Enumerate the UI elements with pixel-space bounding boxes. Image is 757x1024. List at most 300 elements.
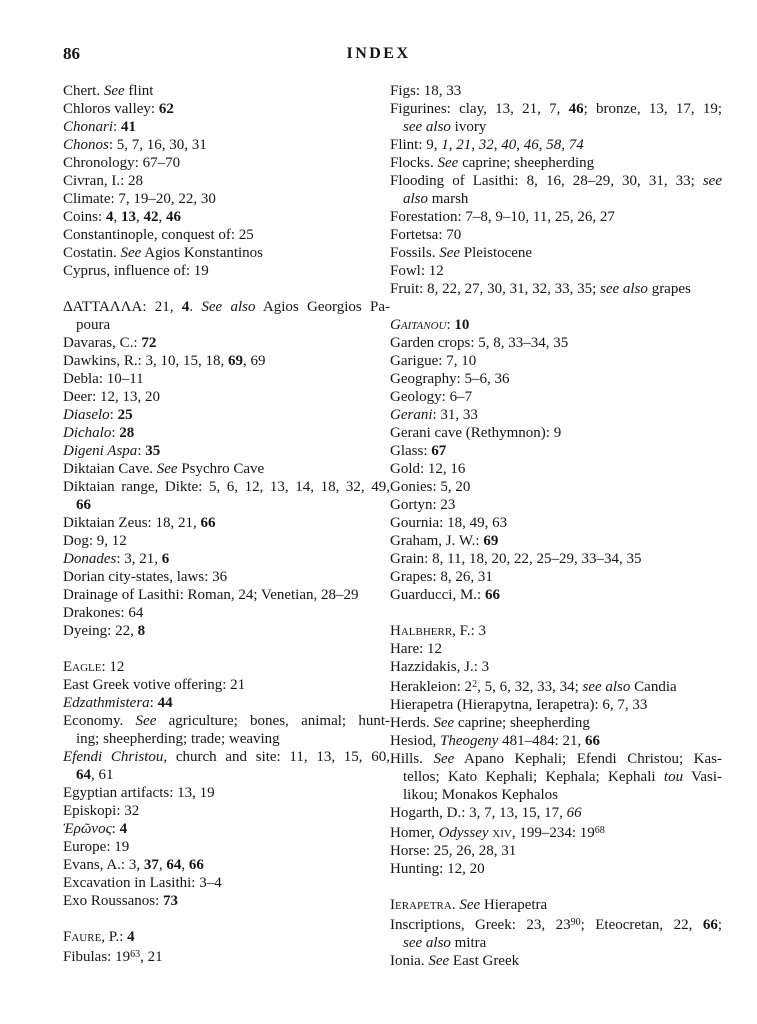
index-entry-line	[63, 838, 390, 856]
text-segment: ;	[717, 917, 723, 933]
index-entry	[390, 640, 722, 658]
text-segment: Garigue: 7, 10	[390, 353, 477, 369]
index-entry	[63, 370, 390, 388]
text-segment: Homer,	[390, 825, 439, 841]
text-segment: Efendi Christou	[63, 749, 164, 765]
text-segment: :	[149, 695, 158, 711]
index-entry-line	[63, 100, 390, 118]
index-entry-line	[390, 262, 722, 280]
index-entry-line	[390, 914, 722, 934]
text-segment: ,	[538, 137, 547, 153]
text-segment: Gaitanou	[390, 317, 447, 333]
index-entry-line	[390, 280, 722, 298]
text-segment: ,	[493, 137, 502, 153]
index-column-left	[63, 82, 390, 970]
index-entry-line	[390, 172, 722, 190]
text-segment: Climate: 7, 19–20, 22, 30	[63, 191, 216, 207]
text-segment: Deer: 12, 13, 20	[63, 389, 161, 405]
text-segment: Gortyn: 23	[390, 497, 456, 513]
text-segment: 44	[157, 695, 173, 711]
text-segment: Costatin.	[63, 245, 121, 261]
text-segment: Diktaian range, Dikte: 5, 6, 12, 13, 14, 18, 32, 49,	[63, 479, 390, 495]
text-segment: 90	[570, 917, 581, 928]
text-segment: Hazzidakis, J.: 3	[390, 659, 490, 675]
index-entry-line	[390, 952, 722, 970]
text-segment: Figurines: clay, 13, 21, 7,	[390, 101, 569, 117]
text-segment: Cyprus, influence of: 19	[63, 263, 209, 279]
index-entry	[390, 208, 722, 226]
text-segment: ; bronze, 13, 17, 19;	[583, 101, 722, 117]
index-entry	[63, 568, 390, 586]
index-entry-line	[390, 136, 722, 154]
text-segment: ,	[113, 209, 121, 225]
index-entry-line	[390, 860, 722, 878]
index-entry-line	[390, 244, 722, 262]
text-segment: Ionia.	[390, 953, 429, 969]
text-segment: 35	[145, 443, 161, 459]
index-entry	[390, 496, 722, 514]
index-entry	[390, 622, 722, 640]
index-entry-line	[63, 712, 390, 730]
text-segment: ,	[448, 137, 457, 153]
text-segment: Geography: 5–6, 36	[390, 371, 510, 387]
index-entry	[390, 316, 722, 334]
text-segment: See	[156, 461, 178, 477]
index-entry	[63, 208, 390, 226]
index-entry	[63, 550, 390, 568]
index-entry	[63, 478, 390, 514]
index-entry-line	[63, 442, 390, 460]
index-entry-line	[63, 676, 390, 694]
text-segment: Davaras, C.:	[63, 335, 142, 351]
text-segment: Civran, I.: 28	[63, 173, 143, 189]
index-entry	[63, 712, 390, 748]
text-segment: See	[135, 713, 157, 729]
index-entry	[390, 568, 722, 586]
text-segment: Chonari	[63, 119, 114, 135]
text-segment: Grapes: 8, 26, 31	[390, 569, 493, 585]
index-entry	[63, 352, 390, 370]
index-entry	[63, 424, 390, 442]
text-segment: Gerani cave (Rethymnon): 9	[390, 425, 562, 441]
text-segment: Hesiod,	[390, 733, 440, 749]
index-entry-line	[390, 442, 722, 460]
text-segment: .	[451, 897, 460, 913]
index-entry-line	[63, 334, 390, 352]
index-entry-line	[390, 676, 722, 696]
text-segment: :	[446, 317, 455, 333]
text-segment: Hare: 12	[390, 641, 443, 657]
text-segment: tou	[663, 769, 684, 785]
text-segment: Episkopi: 32	[63, 803, 140, 819]
text-segment: See	[428, 953, 450, 969]
text-segment: Coins:	[63, 209, 106, 225]
text-segment: Constantinople, conquest of: 25	[63, 227, 254, 243]
index-entry-line	[390, 732, 722, 750]
index-entry-line	[63, 604, 390, 622]
text-segment: Gold: 12, 16	[390, 461, 466, 477]
text-segment: ivory	[450, 119, 487, 135]
index-entry-line	[390, 714, 722, 732]
index-entry-line	[390, 334, 722, 352]
text-segment: ,	[471, 137, 479, 153]
index-entry-line	[390, 550, 722, 568]
index-entry-line	[390, 750, 722, 768]
index-entry	[63, 406, 390, 424]
text-segment: See	[433, 751, 455, 767]
text-segment: Horse: 25, 26, 28, 31	[390, 843, 517, 859]
index-entry	[390, 804, 722, 822]
text-segment: 72	[141, 335, 157, 351]
text-segment: Forestation: 7–8, 9–10, 11, 25, 26, 27	[390, 209, 615, 225]
index-entry	[390, 842, 722, 860]
index-entry-line	[63, 496, 390, 514]
text-segment: 2	[472, 679, 478, 690]
index-entry	[63, 154, 390, 172]
text-segment: 481–484: 21,	[498, 733, 585, 749]
text-segment: Halbherr	[390, 623, 453, 639]
index-entry-line	[63, 550, 390, 568]
text-segment: Faure	[63, 929, 102, 945]
text-segment: 40	[501, 137, 517, 153]
text-segment: 25	[117, 407, 133, 423]
text-segment: Hierapetra (Hierapytna, Ierapetra): 6, 7, 33	[390, 697, 648, 713]
index-entry-line	[63, 820, 390, 838]
text-segment: Drainage of Lasithi: Roman, 24; Venetian, 28–29	[63, 587, 359, 603]
text-segment: Fibulas: 19	[63, 949, 131, 965]
text-segment: ,	[516, 137, 524, 153]
text-segment: ,	[561, 137, 569, 153]
text-segment: See also	[201, 299, 256, 315]
text-segment: ing; sheepherding; trade; weaving	[76, 731, 280, 747]
index-entry	[63, 820, 390, 838]
text-segment: Flocks.	[390, 155, 438, 171]
text-segment: 46	[568, 101, 584, 117]
index-entry-line	[390, 896, 722, 914]
text-segment: Agios Georgios Pa-	[255, 299, 391, 315]
text-segment: Exo Roussanos:	[63, 893, 164, 909]
text-segment: Odyssey	[438, 825, 489, 841]
index-entry-line	[63, 388, 390, 406]
text-segment: likou; Monakos Kephalos	[403, 787, 558, 803]
text-segment: ,	[158, 857, 167, 873]
text-segment: Eagle	[63, 659, 102, 675]
index-entry-line	[390, 190, 722, 208]
index-entry	[390, 172, 722, 208]
index-entry	[390, 658, 722, 676]
index-column-right	[390, 82, 722, 970]
index-entry-line	[63, 478, 390, 496]
index-entry-line	[63, 784, 390, 802]
text-segment: : 12	[101, 659, 125, 675]
text-segment: Fortetsa: 70	[390, 227, 462, 243]
text-segment: :	[109, 407, 118, 423]
text-segment: 46	[165, 209, 181, 225]
index-entry	[63, 172, 390, 190]
index-entry	[390, 388, 722, 406]
index-entry-line	[63, 928, 390, 946]
text-segment: Herds.	[390, 715, 434, 731]
index-entry	[63, 118, 390, 136]
index-entry-line	[63, 136, 390, 154]
text-segment: 28	[119, 425, 135, 441]
text-segment: Fruit: 8, 22, 27, 30, 31, 32, 33, 35;	[390, 281, 601, 297]
text-segment: Grain: 8, 11, 18, 20, 22, 25–29, 33–34, 35	[390, 551, 642, 567]
text-segment: :	[137, 443, 146, 459]
index-entry-line	[63, 946, 390, 966]
index-entry-line	[63, 406, 390, 424]
text-segment: 69	[483, 533, 499, 549]
text-segment: Diktaian Cave.	[63, 461, 157, 477]
text-segment: Dorian city-states, laws: 36	[63, 569, 228, 585]
index-entry	[63, 892, 390, 910]
text-segment: Chert.	[63, 83, 104, 99]
text-segment: , 21	[140, 949, 163, 965]
index-entry-line	[390, 586, 722, 604]
text-segment: Drakones: 64	[63, 605, 144, 621]
text-segment: , F.: 3	[452, 623, 486, 639]
index-entry	[390, 226, 722, 244]
text-segment: East Greek	[449, 953, 520, 969]
text-segment: Gournia: 18, 49, 63	[390, 515, 508, 531]
index-entry-line	[390, 786, 722, 804]
text-segment: Edzathmistera	[63, 695, 150, 711]
index-entry-line	[63, 766, 390, 784]
text-segment: 41	[120, 119, 136, 135]
text-segment: 4	[119, 821, 128, 837]
index-entry-line	[390, 842, 722, 860]
text-segment: Inscriptions, Greek: 23, 23	[390, 917, 571, 933]
index-entry-line	[63, 586, 390, 604]
index-entry	[390, 244, 722, 262]
text-segment: 37	[143, 857, 159, 873]
index-entry-line	[63, 892, 390, 910]
text-segment: See	[437, 155, 459, 171]
index-entry	[63, 190, 390, 208]
text-segment: 69	[228, 353, 243, 369]
index-entry	[390, 860, 722, 878]
index-entry	[63, 946, 390, 966]
text-segment: 68	[594, 825, 605, 836]
text-segment: 10	[454, 317, 470, 333]
index-entry-line	[390, 804, 722, 822]
text-segment: Pleistocene	[460, 245, 533, 261]
index-entry	[390, 478, 722, 496]
index-entry	[390, 532, 722, 550]
page-title: INDEX	[346, 45, 411, 62]
text-segment: Hierapetra	[480, 897, 548, 913]
text-segment: , P.:	[101, 929, 128, 945]
index-entry	[390, 136, 722, 154]
text-segment: Candia	[630, 679, 677, 695]
text-segment: :	[111, 821, 120, 837]
index-entry	[63, 748, 390, 784]
index-entry	[390, 442, 722, 460]
text-segment: 66	[566, 805, 582, 821]
text-segment: 42	[143, 209, 159, 225]
text-segment: 4	[181, 299, 190, 315]
index-entry	[63, 856, 390, 874]
text-segment: East Greek votive offering: 21	[63, 677, 246, 693]
text-segment: Vasi-	[683, 769, 722, 785]
index-entry-line	[63, 424, 390, 442]
text-segment: , 69	[243, 353, 266, 369]
text-segment: xiv	[492, 825, 512, 841]
text-segment: Figs: 18, 33	[390, 83, 462, 99]
text-segment: 64	[166, 857, 182, 873]
text-segment: 64	[76, 767, 91, 783]
index-entry	[63, 388, 390, 406]
index-entry-line	[390, 118, 722, 136]
text-segment: ,	[135, 209, 144, 225]
index-entry	[390, 586, 722, 604]
text-segment: 4	[127, 929, 135, 945]
index-entry	[63, 838, 390, 856]
index-entry	[390, 460, 722, 478]
index-entry-line	[390, 370, 722, 388]
index-entry	[63, 694, 390, 712]
index-entry	[390, 750, 722, 804]
index-entry-line	[63, 154, 390, 172]
text-segment: 74	[568, 137, 584, 153]
text-segment: also	[403, 191, 429, 207]
index-entry	[390, 280, 722, 298]
text-segment: Apano Kephali; Efendi Christou; Kas-	[454, 751, 722, 767]
text-segment: Digeni Aspa	[63, 443, 138, 459]
text-segment: 13	[120, 209, 136, 225]
text-segment: See	[120, 245, 142, 261]
text-segment: 46	[523, 137, 539, 153]
text-segment: Chloros valley:	[63, 101, 159, 117]
text-segment: .	[189, 299, 202, 315]
index-entry	[390, 732, 722, 750]
text-segment: ; Eteocretan, 22,	[580, 917, 703, 933]
index-entry	[63, 622, 390, 640]
index-entry	[63, 604, 390, 622]
text-segment: 66	[76, 497, 91, 513]
index-entry-line	[63, 460, 390, 478]
index-entry-line	[63, 118, 390, 136]
text-segment: see also	[600, 281, 648, 297]
index-entry	[390, 406, 722, 424]
index-entry	[63, 514, 390, 532]
index-entry	[390, 370, 722, 388]
index-entry-line	[390, 496, 722, 514]
index-entry	[390, 334, 722, 352]
index-entry-line	[63, 802, 390, 820]
text-segment: Fowl: 12	[390, 263, 444, 279]
text-segment: tellos; Kato Kephali; Kephala; Kephali	[403, 769, 664, 785]
index-entry	[390, 514, 722, 532]
index-entry	[390, 100, 722, 136]
index-entry-line	[390, 460, 722, 478]
text-segment: Dog: 9, 12	[63, 533, 127, 549]
index-entry	[390, 822, 722, 842]
text-segment: 66	[200, 515, 216, 531]
text-segment: Diktaian Zeus: 18, 21,	[63, 515, 201, 531]
index-entry	[63, 262, 390, 280]
text-segment: , 199–234: 19	[511, 825, 595, 841]
text-segment: Europe: 19	[63, 839, 130, 855]
index-entry-line	[63, 730, 390, 748]
text-segment: Agios Konstantinos	[141, 245, 264, 261]
index-entry-line	[390, 100, 722, 118]
index-entry	[63, 658, 390, 676]
index-entry	[63, 784, 390, 802]
text-segment: See	[103, 83, 125, 99]
index-entry-line	[390, 822, 722, 842]
text-segment: Flint: 9,	[390, 137, 442, 153]
text-segment: 66	[188, 857, 204, 873]
text-segment: Debla: 10–11	[63, 371, 144, 387]
index-entry-line	[63, 694, 390, 712]
text-segment: :	[111, 425, 120, 441]
index-entry-line	[63, 658, 390, 676]
index-entry	[63, 334, 390, 352]
text-segment: marsh	[428, 191, 469, 207]
text-segment: Hogarth, D.: 3, 7, 13, 15, 17,	[390, 805, 567, 821]
index-entry-line	[390, 696, 722, 714]
index-entry	[63, 100, 390, 118]
index-entry-line	[390, 478, 722, 496]
text-segment: 63	[130, 949, 141, 960]
text-segment: 1	[441, 137, 449, 153]
index-entry	[390, 550, 722, 568]
text-segment: Gerani	[390, 407, 433, 423]
index-entry-line	[63, 190, 390, 208]
text-segment: Dawkins, R.: 3, 10, 15, 18,	[63, 353, 228, 369]
index-entry-line	[390, 388, 722, 406]
index-entry-line	[63, 316, 390, 334]
index-entry	[63, 802, 390, 820]
text-segment: ,	[181, 857, 189, 873]
index-entry	[390, 952, 722, 970]
text-segment: 58	[546, 137, 562, 153]
text-segment: Diaselo	[63, 407, 110, 423]
text-segment: Gonies: 5, 20	[390, 479, 471, 495]
index-entry	[390, 424, 722, 442]
index-entry	[390, 262, 722, 280]
index-entry	[390, 676, 722, 696]
index-entry-line	[63, 226, 390, 244]
index-entry-line	[63, 82, 390, 100]
text-segment: Ierapetra	[390, 897, 452, 913]
page-header	[0, 44, 757, 64]
text-segment: Guarducci, M.:	[390, 587, 485, 603]
text-segment: Geology: 6–7	[390, 389, 473, 405]
text-segment: 8	[137, 623, 146, 639]
index-entry	[390, 82, 722, 100]
index-entry	[63, 298, 390, 334]
index-entry-line	[63, 352, 390, 370]
index-entry-line	[390, 424, 722, 442]
index-entry	[63, 532, 390, 550]
text-segment: ,	[158, 209, 166, 225]
text-segment: Ἐρῶνος	[63, 821, 112, 837]
index-entry-line	[390, 568, 722, 586]
index-entry	[390, 696, 722, 714]
text-segment: Egyptian artifacts: 13, 19	[63, 785, 215, 801]
text-segment: Graham, J. W.:	[390, 533, 484, 549]
text-segment: Dyeing: 22,	[63, 623, 138, 639]
text-segment: Theogeny	[440, 733, 499, 749]
index-entry	[390, 154, 722, 172]
text-segment: see also	[403, 119, 451, 135]
index-entry-line	[63, 514, 390, 532]
text-segment: Garden crops: 5, 8, 33–34, 35	[390, 335, 569, 351]
text-segment: : 5, 7, 16, 30, 31	[108, 137, 207, 153]
index-entry-line	[63, 244, 390, 262]
